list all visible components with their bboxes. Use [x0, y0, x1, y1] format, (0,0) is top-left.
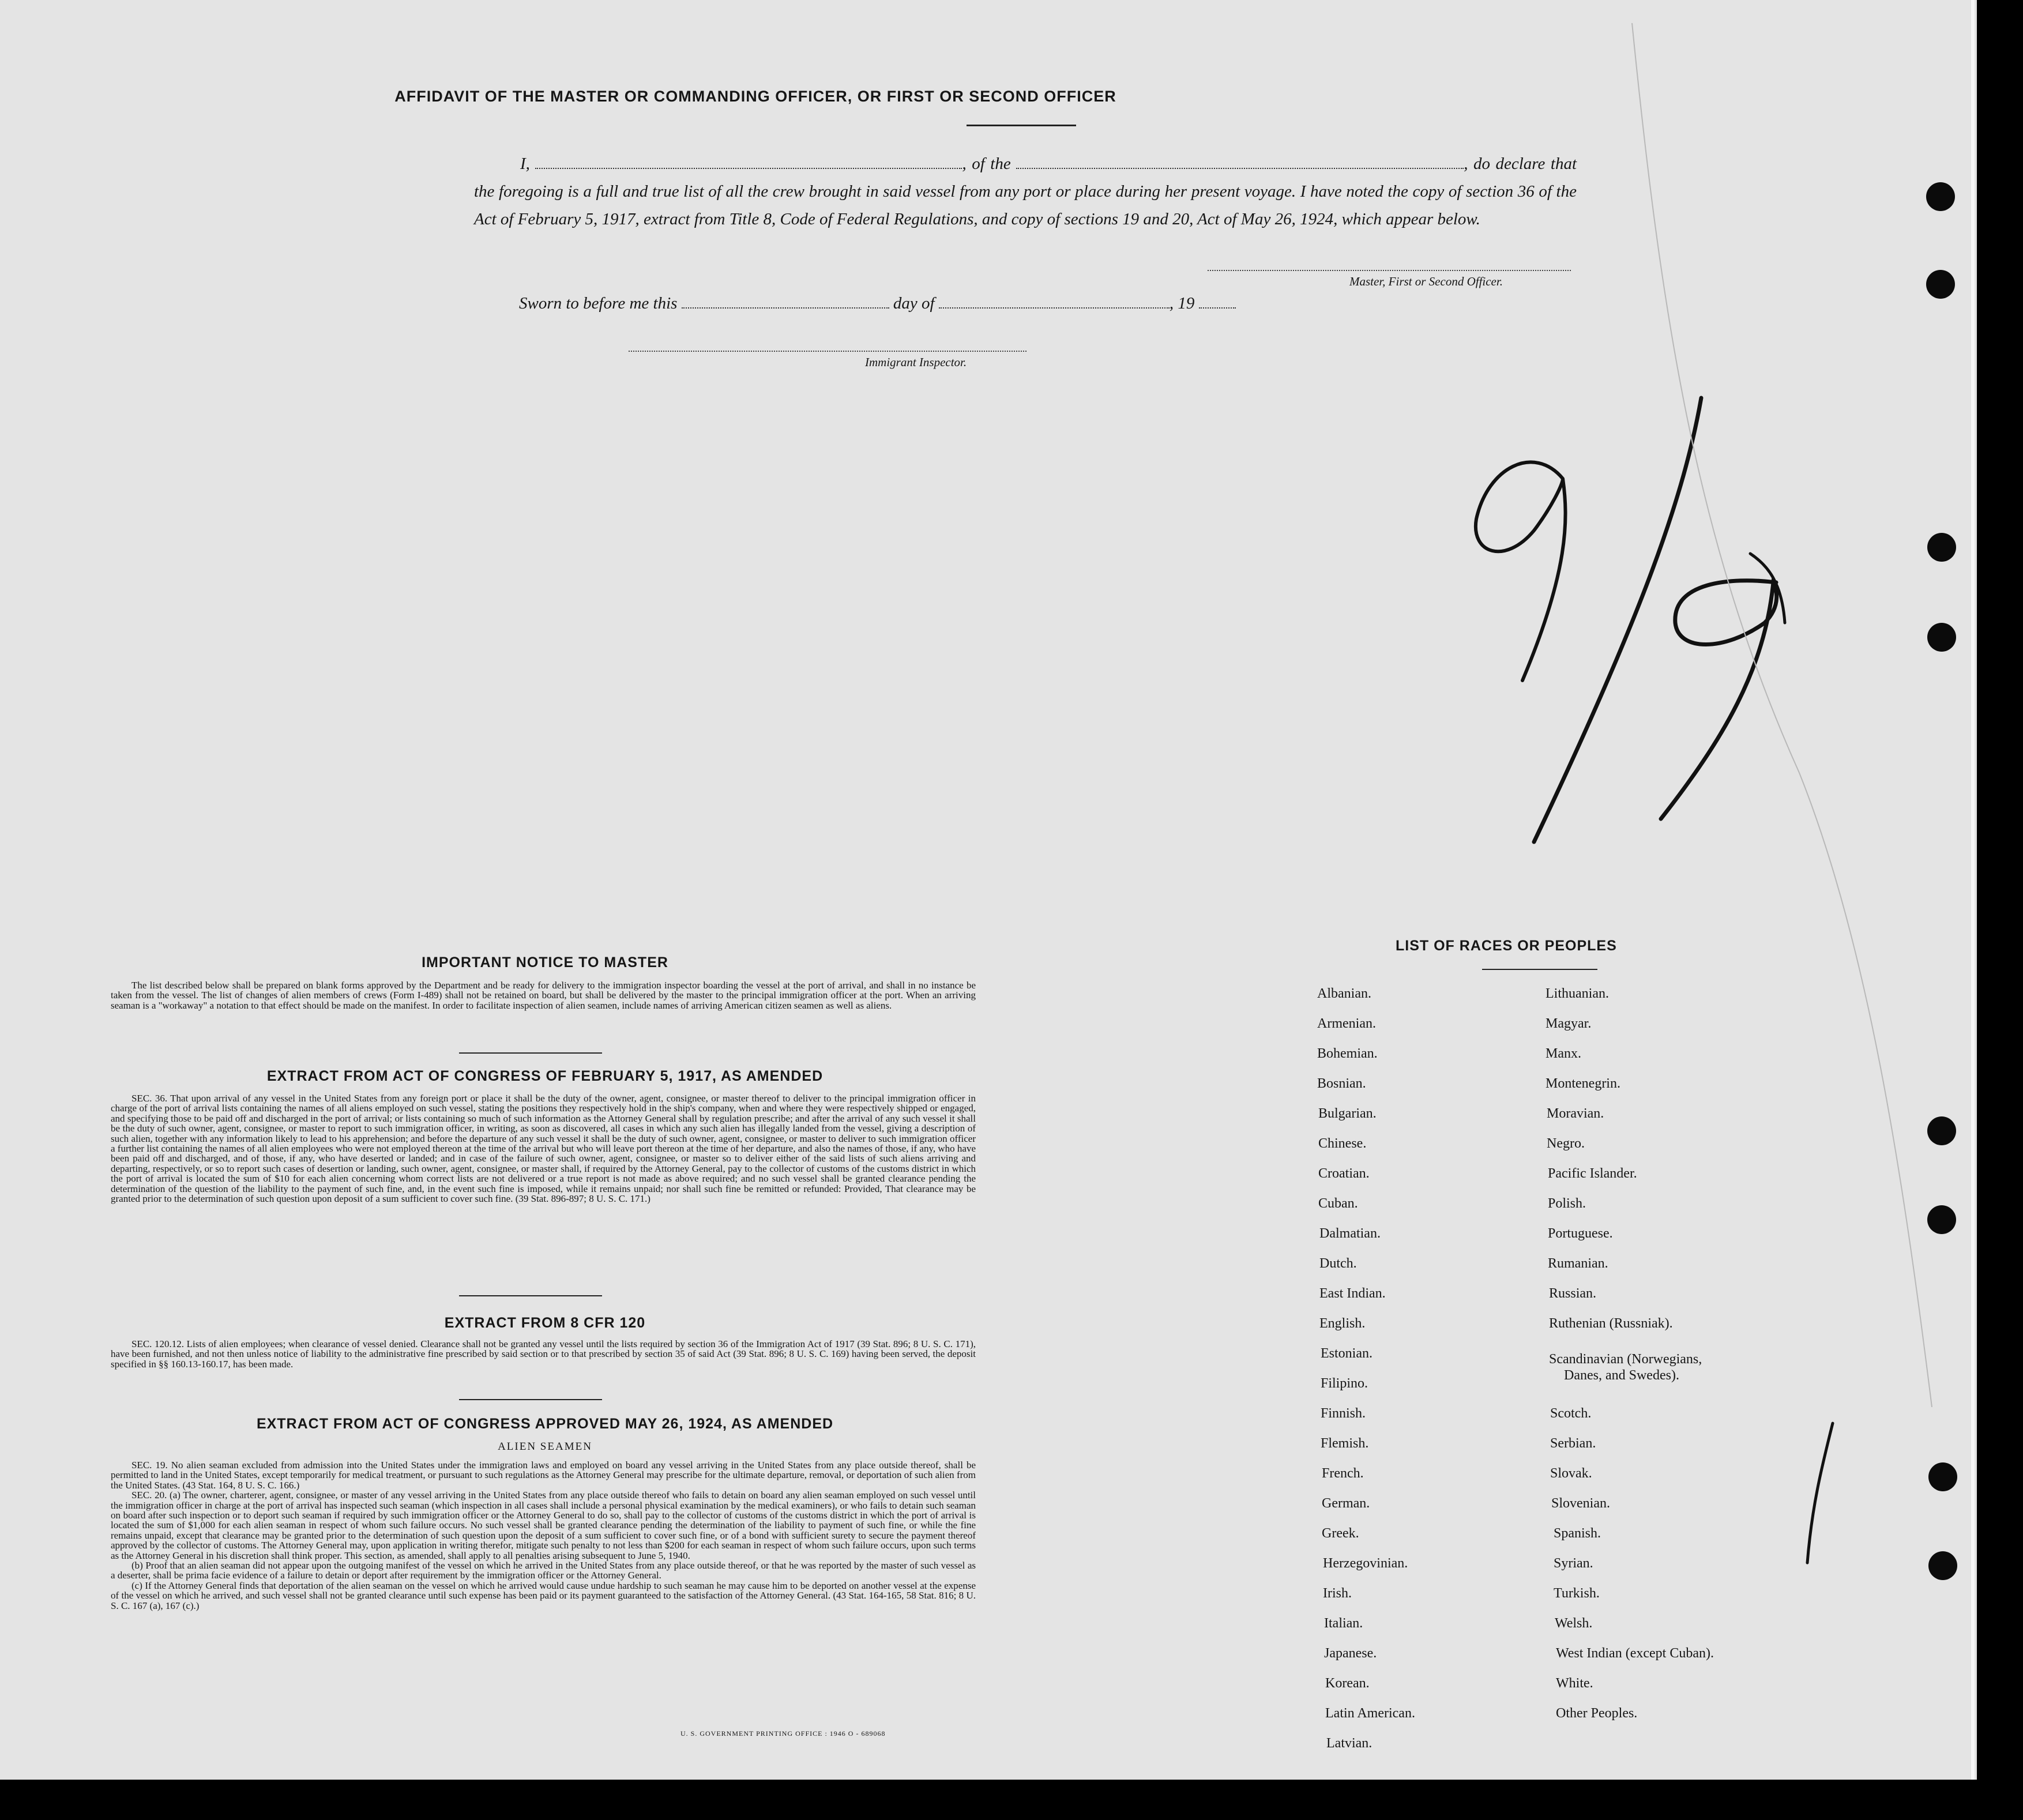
race-item: Spanish. — [1554, 1526, 1601, 1541]
punch-hole — [1927, 1116, 1956, 1145]
race-item: Slovak. — [1550, 1466, 1592, 1481]
extract-1917-title: EXTRACT FROM ACT OF CONGRESS OF FEBRUARY 5, 1917, AS AMENDED — [266, 1068, 824, 1084]
sec-20b-text: (b) Proof that an alien seaman did not appear upon the outgoing manifest of the vessel on which he arrived in the United States from any place outside thereof, or that he was reported by the master of such vessel as a deserter, shall be prima facie evidence of a failure to detain or deport after requirement by the immigration officer or the Attorney General. — [111, 1560, 976, 1581]
extract-cfr-divider — [459, 1399, 602, 1400]
master-signature-line[interactable] — [1208, 270, 1571, 271]
extract-1924-text — [111, 1460, 976, 1611]
race-item: Italian. — [1324, 1616, 1363, 1631]
vessel-field[interactable] — [1016, 155, 1464, 169]
race-item: Croatian. — [1318, 1166, 1370, 1181]
year-field[interactable] — [1199, 295, 1236, 309]
page-edge — [1971, 0, 1975, 1780]
sec-20c-text: (c) If the Attorney General finds that deportation of the alien seaman on the vessel on which he arrived would cause undue hardship to such seaman he may cause him to be deported on another vessel at the expense of the vessel on which he arrived, and such vessel shall not be granted clearance until such expense has been paid or its payment guaranteed to the satisfaction of the Attorney General. (43 Stat. 164-165, 58 Stat. 816; 8 U. S. C. 167 (a), 167 (c).) — [111, 1580, 976, 1611]
race-item: Korean. — [1325, 1676, 1370, 1691]
race-item: Pacific Islander. — [1548, 1166, 1637, 1181]
race-item: West Indian (except Cuban). — [1556, 1646, 1714, 1661]
race-item: Scotch. — [1550, 1406, 1592, 1421]
race-item: Greek. — [1322, 1526, 1359, 1541]
punch-hole — [1927, 533, 1956, 562]
punch-hole — [1927, 1205, 1956, 1234]
race-item: Irish. — [1323, 1586, 1352, 1601]
race-item: Dutch. — [1319, 1256, 1357, 1271]
race-item: Albanian. — [1317, 986, 1371, 1001]
race-item: Russian. — [1549, 1286, 1597, 1301]
alien-seamen-subtitle: ALIEN SEAMEN — [498, 1441, 592, 1453]
notice-title: IMPORTANT NOTICE TO MASTER — [422, 954, 668, 971]
race-item: Herzegovinian. — [1323, 1556, 1408, 1571]
race-item: Bulgarian. — [1318, 1106, 1377, 1121]
race-item: French. — [1322, 1466, 1364, 1481]
race-item: White. — [1556, 1676, 1593, 1691]
races-divider — [1482, 969, 1597, 970]
race-item: Serbian. — [1550, 1436, 1596, 1451]
title-divider — [967, 125, 1076, 126]
race-item: Other Peoples. — [1556, 1706, 1638, 1721]
master-caption: Master, First or Second Officer. — [1349, 274, 1503, 288]
sworn-line — [519, 294, 1236, 313]
do-declare-label: , do declare — [1464, 155, 1546, 173]
race-item: Rumanian. — [1548, 1256, 1608, 1271]
race-item: English. — [1319, 1316, 1366, 1331]
race-item: Polish. — [1548, 1196, 1586, 1211]
affidavit-title: AFFIDAVIT OF THE MASTER OR COMMANDING OFFICER, OR FIRST OR SECOND OFFICER — [394, 88, 1116, 105]
race-item: Portuguese. — [1548, 1226, 1613, 1241]
punch-hole — [1928, 1551, 1957, 1580]
extract-cfr-text: SEC. 120.12. Lists of alien employees; when clearance of vessel denied. Clearance shall not be granted any vessel until the lists required by section 36 of the Immigration Act of 1917 (39 Stat. 896; 8 U. S. C. 171), have been furnished, and not then unless notice of liability to the administrative fine prescribed by said section or to that prescribed by section 35 of said Act (39 Stat. 896; 8 U. S. C. 169) having been served, the deposit specified in §§ 160.13-160.17, has been made. — [111, 1338, 976, 1370]
race-item: Latin American. — [1325, 1706, 1415, 1721]
race-item: East Indian. — [1319, 1286, 1386, 1301]
race-item: Ruthenian (Russniak). — [1549, 1316, 1673, 1331]
race-item: Manx. — [1546, 1046, 1581, 1061]
race-item: Estonian. — [1321, 1346, 1373, 1361]
i-label: I, — [520, 155, 530, 173]
race-item: Armenian. — [1317, 1016, 1376, 1031]
punch-hole — [1927, 623, 1956, 652]
race-item: Montenegrin. — [1546, 1076, 1620, 1091]
race-item: Lithuanian. — [1546, 986, 1609, 1001]
race-item: Scandinavian (Norwegians, — [1549, 1352, 1702, 1367]
notice-text: The list described below shall be prepared on blank forms approved by the Department and be ready for delivery to the immigration inspector boarding the vessel at the port of arrival, and shall in no instance be taken from the vessel. The list of changes of alien members of crews (Form I-489) shall not be retained on board, but shall be delivered by the master to the principal immigration officer at the port. When an arriving seaman is a "workaway" a notation to that effect should be made on the manifest. In order to facilitate inspection of alien seamen, include names of arriving American citizen seamen as well as aliens. — [111, 980, 976, 1011]
race-item: German. — [1322, 1496, 1370, 1511]
punch-hole — [1926, 182, 1955, 211]
inspector-caption: Immigrant Inspector. — [865, 355, 967, 369]
race-item: Moravian. — [1547, 1106, 1604, 1121]
punch-hole — [1926, 270, 1955, 299]
of-the-label: , of the — [962, 155, 1011, 173]
day-field[interactable] — [682, 295, 889, 309]
extract-1917-text: SEC. 36. That upon arrival of any vessel in the United States from any foreign port or place it shall be the duty of the owner, agent, consignee, or master thereof to deliver to the principal immigration officer in charge of the port of arrival lists containing the names of all aliens employed on such vessel, stating the positions they respectively hold in the ship's company, when and where they were respectively shipped or engaged, and specifying those to be paid off and discharged in the port of arrival; or lists containing so much of such information as the Attorney General shall by regulation prescribe; and after the arrival of any such vessel it shall be the duty of such owner, agent, consignee, or master to report to such immigration officer, in writing, as soon as discovered, all cases in which any such alien has illegally landed from the vessel, giving a description of such alien, together with any information likely to lead to his apprehension; and before the departure of any such vessel it shall be the duty of such owner, agent, consignee, or master to deliver to such immigration officer a further list containing the names of all alien employees who were not employed thereon at the time of the arrival but who will leave port thereon at the time of her departure, and also the names of those, if any, who have been paid off and discharged, and of those, if any, who have deserted or landed; and in case of the failure of such owner, agent, consignee, or master so to deliver either of the said lists of such aliens arriving and departing, respectively, or so to report such cases of desertion or landing, such owner, agent, consignee, or master shall, if required by the Attorney General, pay to the collector of customs of the customs district in which the port of arrival is located the sum of $10 for each alien concerning whom correct lists are not delivered or a true report is not made as above required; and no such vessel shall be granted clearance pending the determination of the question of the liability to the payment of such fine, and, in the event such fine is imposed, while it remains unpaid; nor shall such fine be remitted or refunded: Provided, That clearance may be granted prior to the determination of such question upon deposit of a sum sufficient to cover such fine. (39 Stat. 896-897; 8 U. S. C. 171.) — [111, 1093, 976, 1205]
notice-divider — [459, 1052, 602, 1054]
race-item: Chinese. — [1318, 1136, 1367, 1151]
race-item: Welsh. — [1555, 1616, 1593, 1631]
name-field[interactable] — [535, 155, 962, 169]
extract-1917-divider — [459, 1295, 602, 1296]
margin-scratch-line — [1626, 23, 1949, 1407]
printer-imprint: U. S. GOVERNMENT PRINTING OFFICE : 1946 O - 689068 — [680, 1729, 886, 1738]
race-item: Bohemian. — [1317, 1046, 1378, 1061]
sec-19-text: SEC. 19. No alien seaman excluded from admission into the United States under the immigration laws and employed on board any vessel arriving in the United States from any place outside thereof, shall be permitted to land in the United States, except temporarily for medical treatment, or pursuant to such regulations as the Attorney General may prescribe for the ultimate departure, removal, or deportation of such alien from the United States. (43 Stat. 164, 8 U. S. C. 166.) — [111, 1460, 976, 1491]
race-item: Latvian. — [1326, 1736, 1373, 1751]
race-item: Negro. — [1547, 1136, 1585, 1151]
sec-20a-text: SEC. 20. (a) The owner, charterer, agent, consignee, or master of any vessel arriving in the United States from any place outside thereof who fails to detain on board any alien seaman employed on such vessel until the immigration officer in charge at the port of arrival has inspected such seaman (which inspection in all cases shall include a personal physical examination by the medical examiners), or who fails to detain such seaman on board after such inspection or to deport such seaman if required by such immigration officer or the Attorney General to do so, shall pay to the collector of customs of the customs district in which the port of arrival is located the sum of $1,000 for each alien seaman in respect of whom such failure occurs. No such vessel shall be granted clearance pending the determination of the liability to payment of such fine, or while the fine remains unpaid, except that clearance may be granted prior to the determination of such question upon the deposit of a sum sufficient to cover such fine, or of a bond with sufficient surety to secure the payment thereof approved by the collector of customs. The Attorney General may, upon application in writing therefor, mitigate such penalty to not less than $200 for each seaman in respect of whom such failure occurs, upon such terms as the Attorney General in his discretion shall think proper. This section, as amended, shall apply to all penalties arising subsequent to June 5, 1940. — [111, 1490, 976, 1561]
race-item: Magyar. — [1546, 1016, 1592, 1031]
race-item: Flemish. — [1321, 1436, 1369, 1451]
handwritten-tick-mark — [1799, 1419, 1840, 1569]
race-item: Dalmatian. — [1319, 1226, 1381, 1241]
race-item: Syrian. — [1554, 1556, 1593, 1571]
races-title: LIST OF RACES OR PEOPLES — [1396, 938, 1617, 954]
race-item: Bosnian. — [1317, 1076, 1366, 1091]
race-item: Finnish. — [1321, 1406, 1366, 1421]
punch-hole — [1928, 1462, 1957, 1491]
affidavit-text: that the foregoing is a full and true list of all the crew brought in said vessel from any port or place during her present voyage. I have noted the copy of section 36 of the Act of February 5, 1917, extract from Title 8, Code of Federal Regulations, and copy of sections 19 and 20, Act of May 26, 1924, which appear below. — [474, 155, 1577, 228]
race-item: Turkish. — [1554, 1586, 1600, 1601]
year-label: , 19 — [1169, 294, 1195, 313]
extract-1924-title: EXTRACT FROM ACT OF CONGRESS APPROVED MAY 26, 1924, AS AMENDED — [256, 1416, 834, 1432]
affidavit-body — [474, 150, 1577, 233]
race-item: Japanese. — [1324, 1646, 1377, 1661]
race-item: Slovenian. — [1551, 1496, 1610, 1511]
inspector-signature-line[interactable] — [629, 351, 1026, 352]
month-field[interactable] — [939, 295, 1170, 309]
sworn-label: Sworn to before me this — [519, 294, 678, 313]
race-item: Filipino. — [1321, 1376, 1368, 1391]
day-of-label: day of — [893, 294, 935, 313]
extract-cfr-title: EXTRACT FROM 8 CFR 120 — [444, 1315, 646, 1331]
race-item: Danes, and Swedes). — [1564, 1368, 1679, 1383]
race-item: Cuban. — [1318, 1196, 1358, 1211]
